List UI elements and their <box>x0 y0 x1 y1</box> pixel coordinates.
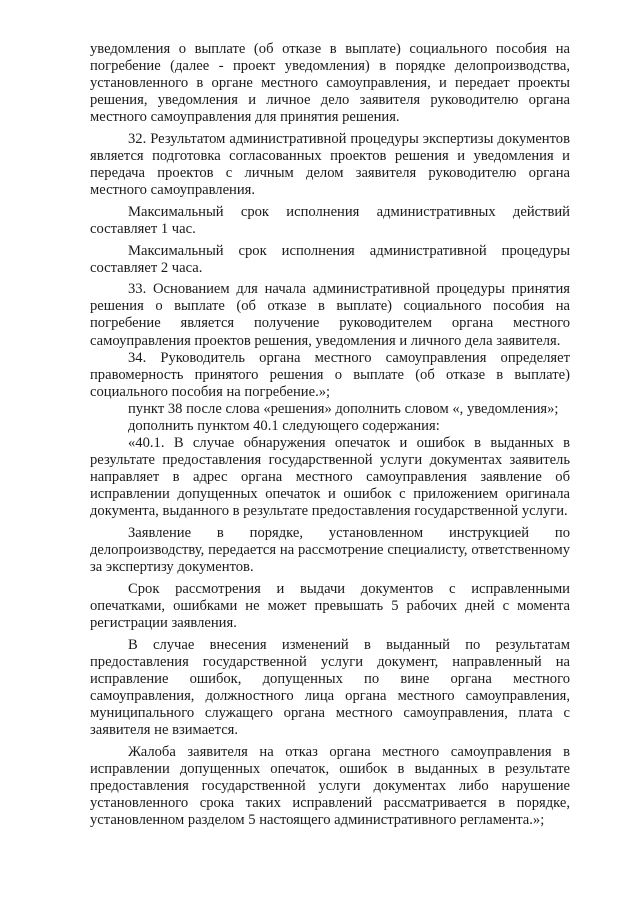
paragraph-32: 32. Результатом административной процедуры экспертизы документов является подготовка согласованных проектов решения и уведомления и передача проектов с личным делом заявителя руководителю органа местного самоуправления. <box>90 130 570 199</box>
paragraph-max-time-actions: Максимальный срок исполнения административных действий составляет 1 час. <box>90 203 570 237</box>
paragraph-33: 33. Основанием для начала административной процедуры принятия решения о выплате (об отказе в выплате) социального пособия на погребение является получение руководителем органа местного самоуправления проектов решения, уведомления и личного дела заявителя. <box>90 281 570 349</box>
paragraph-review-period: Срок рассмотрения и выдачи документов с исправленными опечатками, ошибками не может превышать 5 рабочих дней с момента регистрации заявления. <box>90 580 570 631</box>
paragraph-34: 34. Руководитель органа местного самоуправления определяет правомерность принятого решения о выплате (об отказе в выплате) социального пособия на погребение.»; <box>90 349 570 400</box>
paragraph-complaint: Жалоба заявителя на отказ органа местного самоуправления в исправлении допущенных опечаток, ошибок в выданных в результате предоставления государственной услуги документах либо нарушение установленного срока таких исправлений рассматривается в порядке, установленном разделом 5 настоящего административного регламента.»; <box>90 743 570 829</box>
paragraph-notification-continuation: уведомления о выплате (об отказе в выплате) социального пособия на погребение (далее - проект уведомления) в порядке делопроизводства, установленного в органе местного самоуправления, и передает проекты решения, уведомления и личное дело заявителя руководителю органа местного самоуправления для принятия решения. <box>90 41 570 126</box>
paragraph-application-transfer: Заявление в порядке, установленном инструкцией по делопроизводству, передается на рассмотрение специалисту, ответственному за экспертизу документов. <box>90 525 570 576</box>
document-body <box>90 41 570 834</box>
paragraph-no-fee: В случае внесения изменений в выданный по результатам предоставления государственной услуги документ, направленный на исправление ошибок, допущенных по вине органа местного самоуправления, должностного лица органа местного самоуправления, муниципального служащего органа местного самоуправления, плата с заявителя не взимается. <box>90 636 570 739</box>
paragraph-40-1: «40.1. В случае обнаружения опечаток и ошибок в выданных в результате предоставления государственной услуги документах заявитель направляет в адрес органа местного самоуправления заявление об исправлении допущенных опечаток и ошибок с приложением оригинала документа, выданного в результате предоставления государственной услуги. <box>90 435 570 520</box>
paragraph-add-item-40-1: дополнить пунктом 40.1 следующего содержания: <box>128 417 440 434</box>
paragraph-max-time-procedure: Максимальный срок исполнения административной процедуры составляет 2 часа. <box>90 242 570 276</box>
paragraph-item-38-amendment: пункт 38 после слова «решения» дополнить словом «, уведомления»; <box>128 400 559 417</box>
